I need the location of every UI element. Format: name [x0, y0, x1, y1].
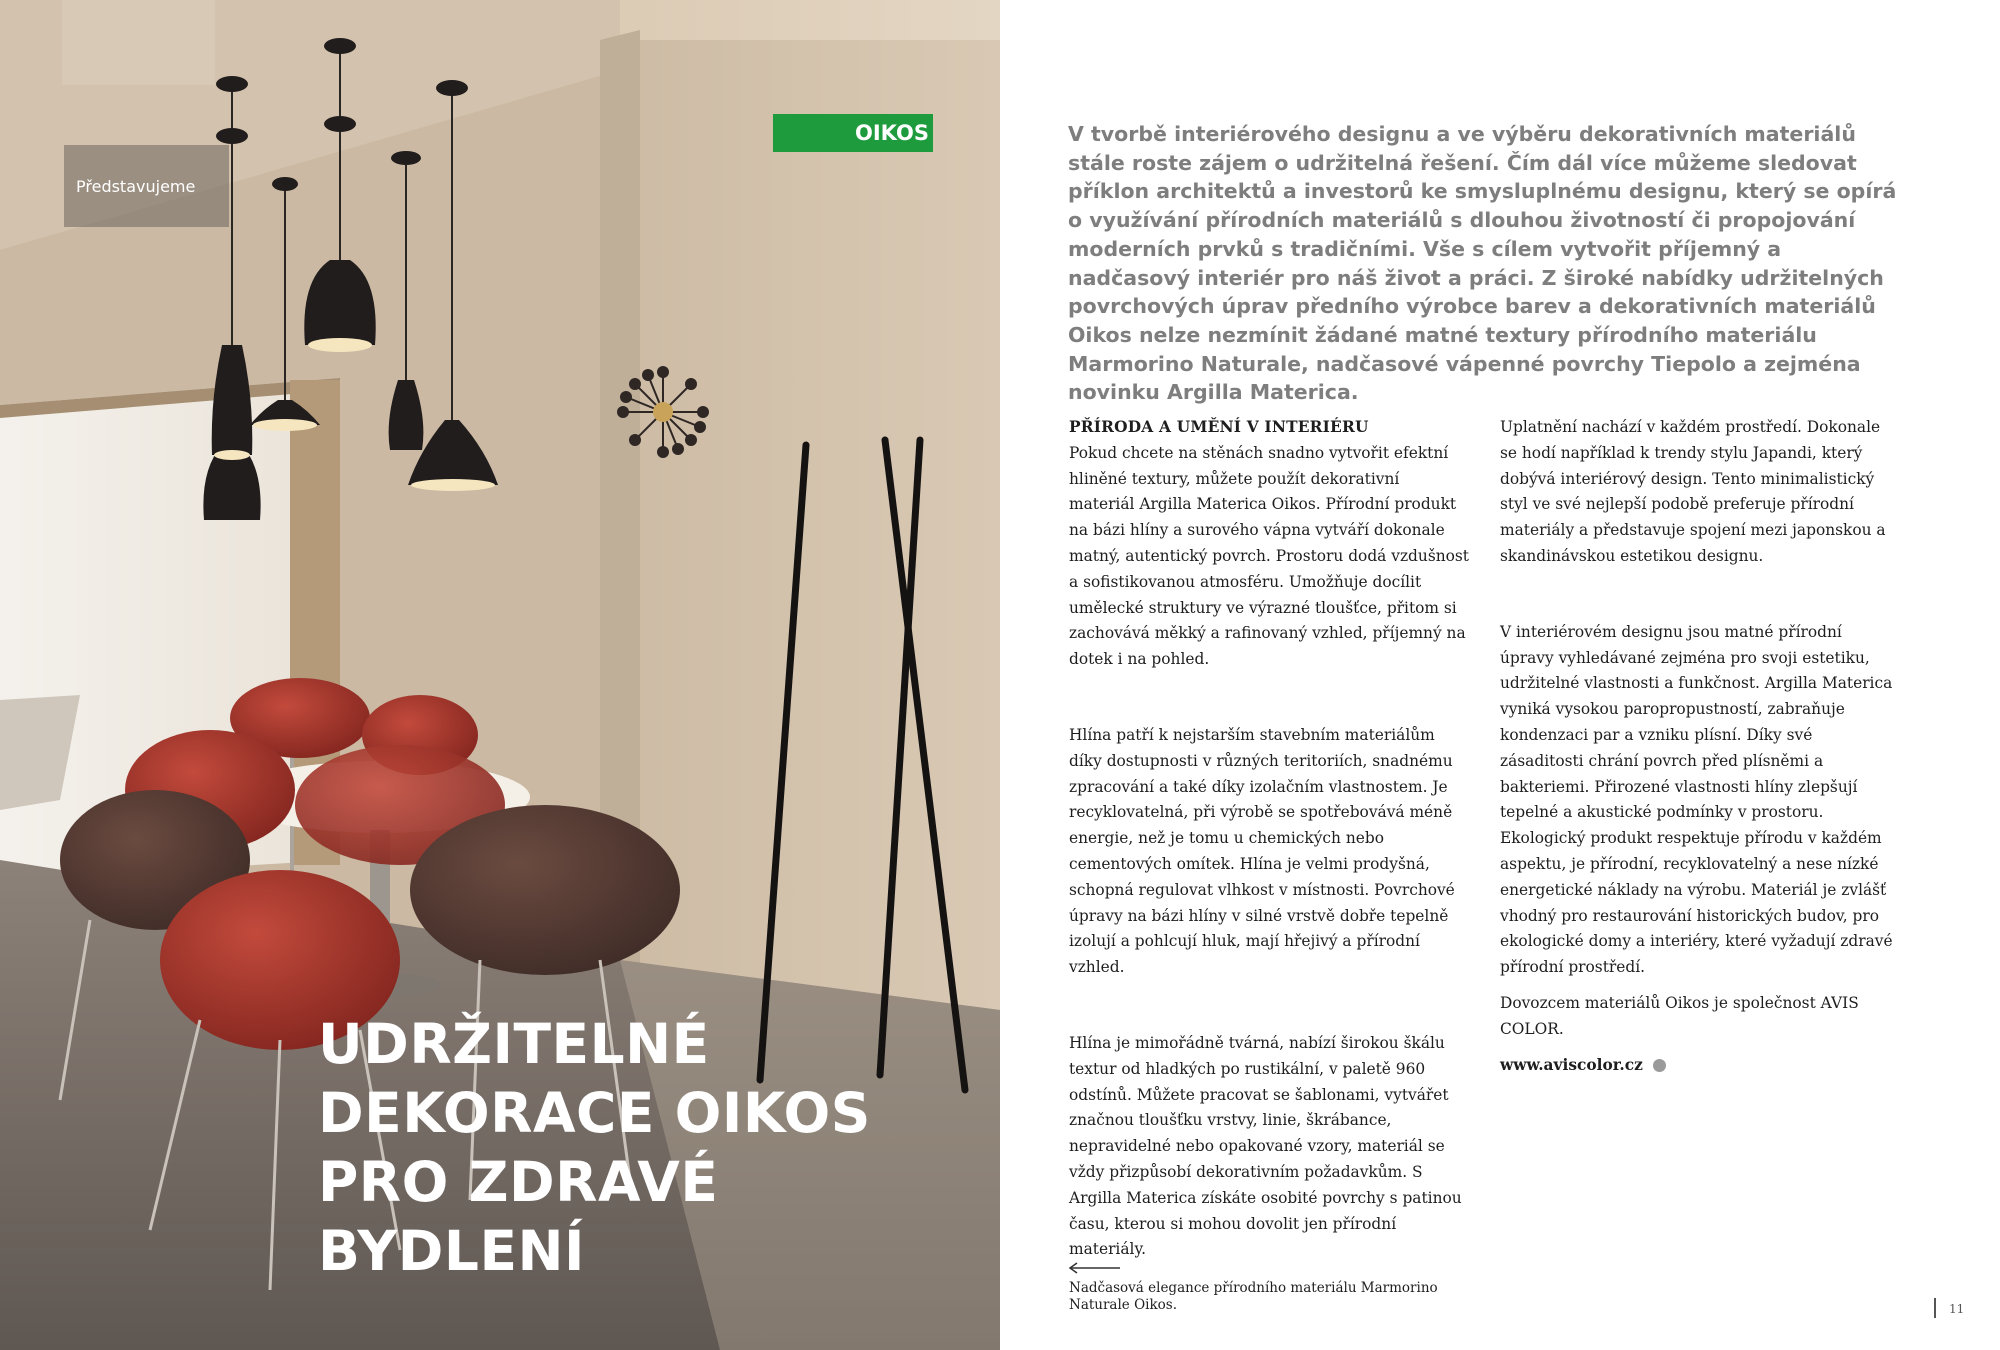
body-paragraph: V interiérovém designu jsou matné přírodní úpravy vyhledávané zejména pro svoji estetiku, udržitelné vlastnosti a funkčnost. Argilla Materica vyniká vysokou paropropustností, zabraňuje kondenzaci par a vzniku plísní. Díky své zásaditosti chrání povrch před plísněmi a bakteriemi. Přirozené vlastnosti hlíny zlepšují tepelné a akustické podmínky v prostoru. Ekologický produkt respektuje přírodu v každém aspektu, je přírodní, recyklovatelný a nese nízké energetické náklady na výrobu. Materiál je zvlášť vhodný pro restaurování historických budov, pro ekologické domy a interiéry, které vyžadují zdravé přírodní prostředí. [1500, 622, 1893, 977]
left-column [1069, 415, 1469, 1263]
article-headline [318, 1010, 958, 1286]
page-number-divider [1934, 1298, 1936, 1318]
headline-line: PRO ZDRAVÉ [318, 1150, 719, 1214]
body-paragraph: Hlína je mimořádně tvárná, nabízí širokou škálu textur od hladkých po rustikální, v paletě 960 odstínů. Můžete pracovat se šablonami, vytvářet značnou tloušťku vrstvy, linie, škrábance, nepravidelné nebo opakované vzory, materiál se vždy přizpůsobí dekorativním požadavkům. S Argilla Materica získáte osobité povrchy s patinou času, kterou si mohou dovolit jen přírodní materiály. [1069, 1033, 1462, 1259]
headline-line: BYDLENÍ [318, 1219, 586, 1283]
website-line [1500, 1053, 1900, 1079]
body-paragraph: Dovozcem materiálů Oikos je společnost AVIS COLOR. [1500, 993, 1859, 1038]
end-mark-icon [1653, 1059, 1666, 1072]
body-paragraph: Uplatnění nachází v každém prostředí. Dokonale se hodí například k trendy stylu Japandi, který dobývá interiérový design. Tento minimalistický styl ve své nejlepší podobě preferuje přírodní materiály a představuje spojení mezi japonskou a skandinávskou estetikou designu. [1500, 418, 1886, 565]
clock-icon [617, 366, 709, 458]
section-tag: Představujeme [64, 145, 229, 227]
photo-caption: Nadčasová elegance přírodního materiálu Marmorino Naturale Oikos. [1069, 1280, 1438, 1313]
headline-line: UDRŽITELNÉ [318, 1012, 710, 1076]
right-column [1500, 415, 1900, 1078]
page-number: 11 [1949, 1302, 1965, 1316]
section-subheading: PŘÍRODA A UMĚNÍ V INTERIÉRU [1069, 418, 1369, 436]
body-paragraph: Hlína patří k nejstarším stavebním materiálům díky dostupnosti v různých teritoriích, snadnému zpracování a také díky izolačním vlastnostem. Je recyklovatelná, při výrobě se spotřebovává méně energie, než je tomu u chemických nebo cementových omítek. Hlína je velmi prodyšná, schopná regulovat vlhkost v místnosti. Povrchové úpravy na bázi hlíny v silné vrstvě dobře tepelně izolují a pohlcují hluk, mají hřejivý a přírodní vzhled. [1069, 725, 1455, 977]
brand-logo: OIKOS [773, 114, 933, 152]
arrow-left-icon [1068, 1262, 1122, 1274]
body-paragraph: Pokud chcete na stěnách snadno vytvořit efektní hliněné textury, můžete použít dekorativní materiál Argilla Materica Oikos. Přírodní produkt na bázi hlíny a surového vápna vytváří dokonale matný, autentický povrch. Prostoru dodá vzdušnost a sofistikovanou atmosféru. Umožňuje docílit umělecké struktury ve výrazné tloušťce, přitom si zachovává měkký a rafinovaný vzhled, příjemný na dotek i na pohled. [1069, 443, 1469, 669]
website-link[interactable]: www.aviscolor.cz [1500, 1055, 1643, 1074]
headline-line: DEKORACE OIKOS [318, 1081, 871, 1145]
intro-paragraph: V tvorbě interiérového designu a ve výběru dekorativních materiálů stále roste zájem o udržitelná řešení. Čím dál více můžeme sledovat příklon architektů a investorů ke smysluplnému designu, který se opírá o využívání přírodních materiálů s dlouhou životností či propojování moderních prvků s tradičními. Vše s cílem vytvořit příjemný a nadčasový interiér pro náš život a práci. Z široké nabídky udržitelných povrchových úprav předního výrobce barev a dekorativních materiálů Oikos nelze nezmínit žádané matné textury přírodního materiálu Marmorino Naturale, nadčasové vápenné povrchy Tiepolo a zejména novinku Argilla Materica. [1068, 122, 1897, 405]
